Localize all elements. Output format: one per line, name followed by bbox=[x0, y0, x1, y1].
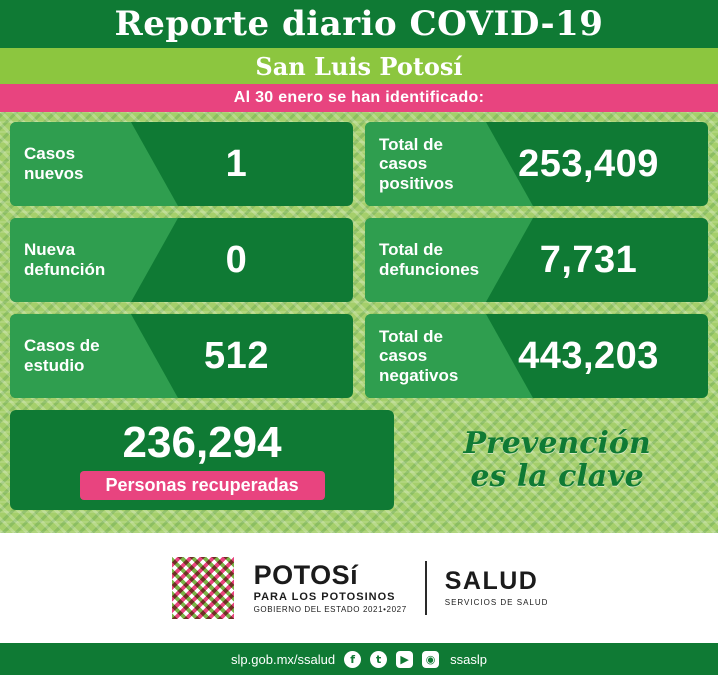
logo-main-label: POTOSí bbox=[253, 560, 359, 590]
youtube-icon[interactable]: ▶ bbox=[396, 651, 413, 668]
stat-label: Total de casos positivos bbox=[379, 134, 454, 193]
social-handle[interactable]: ssaslp bbox=[450, 651, 487, 667]
slogan bbox=[406, 410, 708, 510]
twitter-icon[interactable]: t bbox=[370, 651, 387, 668]
stats-row-4 bbox=[10, 410, 708, 510]
footer-logos bbox=[0, 533, 718, 643]
stat-label: Casos de estudio bbox=[24, 336, 100, 375]
stat-card-total-defunciones bbox=[365, 218, 708, 302]
page-title: Reporte diario COVID-19 bbox=[0, 0, 718, 48]
stat-card-nueva-defuncion bbox=[10, 218, 353, 302]
stat-card-total-negativos bbox=[365, 314, 708, 398]
stat-card-casos-estudio bbox=[10, 314, 353, 398]
logo-sub-label: PARA LOS POTOSINOS bbox=[253, 591, 396, 603]
stat-value: 253,409 bbox=[518, 142, 659, 185]
stat-label: Total de casos negativos bbox=[379, 326, 459, 385]
instagram-icon[interactable]: ◉ bbox=[422, 651, 439, 668]
stat-label: Nueva defunción bbox=[24, 240, 106, 279]
salud-title: SALUD bbox=[444, 567, 539, 595]
stat-label: Total de defunciones bbox=[379, 240, 480, 279]
potosi-logo-text bbox=[254, 562, 407, 614]
stat-card-total-positivos bbox=[365, 122, 708, 206]
salud-logo bbox=[445, 569, 549, 607]
recovered-card bbox=[10, 410, 394, 510]
recovered-label: Personas recuperadas bbox=[80, 471, 325, 500]
salud-subtitle: SERVICIOS DE SALUD bbox=[444, 598, 549, 607]
slogan-line-1: Prevención bbox=[463, 426, 651, 461]
website-label[interactable]: slp.gob.mx/ssalud bbox=[231, 651, 336, 667]
recovered-value: 236,294 bbox=[122, 417, 282, 467]
footer-divider bbox=[425, 561, 427, 615]
stat-value: 1 bbox=[225, 142, 248, 185]
stat-value: 7,731 bbox=[539, 238, 638, 281]
region-subtitle: San Luis Potosí bbox=[0, 48, 718, 84]
facebook-icon[interactable]: f bbox=[344, 651, 361, 668]
stat-value: 512 bbox=[204, 334, 269, 377]
stat-card-casos-nuevos bbox=[10, 122, 353, 206]
footer-bar bbox=[0, 643, 718, 675]
logo-gov-label: GOBIERNO DEL ESTADO 2021•2027 bbox=[253, 605, 407, 614]
stats-row-3 bbox=[10, 314, 708, 398]
stat-value: 443,203 bbox=[518, 334, 659, 377]
stat-label: Casos nuevos bbox=[24, 144, 84, 183]
potosi-logo-icon bbox=[170, 555, 236, 621]
date-band: Al 30 enero se han identificado: bbox=[0, 84, 718, 112]
stat-value: 0 bbox=[225, 238, 248, 281]
stats-area bbox=[0, 112, 718, 533]
stats-row-1 bbox=[10, 122, 708, 206]
stats-row-2 bbox=[10, 218, 708, 302]
slogan-line-2: es la clave bbox=[470, 459, 644, 494]
